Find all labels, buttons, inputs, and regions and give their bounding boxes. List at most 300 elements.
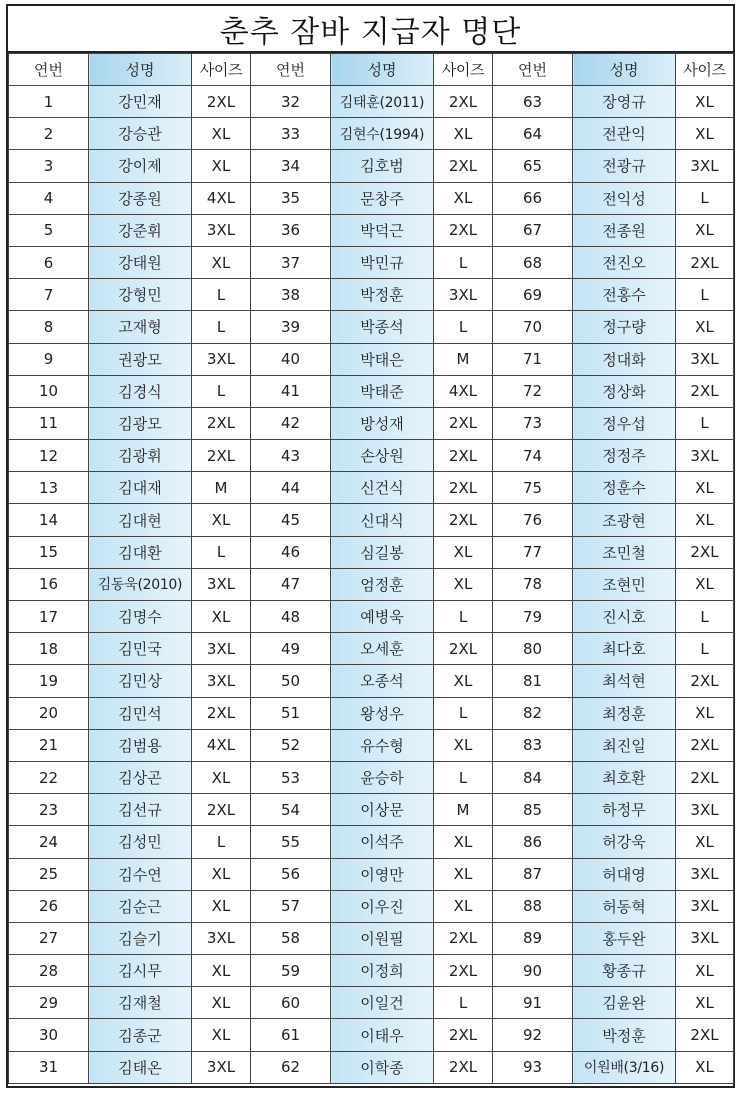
cell-size: XL — [434, 826, 493, 858]
cell-name: 이정희 — [331, 955, 434, 987]
cell-no: 42 — [251, 407, 331, 439]
cell-no: 75 — [493, 472, 573, 504]
cell-size: 3XL — [192, 214, 251, 246]
cell-name: 오세훈 — [331, 633, 434, 665]
roster-body — [9, 86, 734, 1084]
cell-no: 10 — [9, 375, 89, 407]
cell-name: 김민국 — [89, 633, 192, 665]
cell-no: 41 — [251, 375, 331, 407]
table-row — [9, 440, 734, 472]
cell-no: 86 — [493, 826, 573, 858]
cell-name: 전종원 — [573, 214, 676, 246]
cell-name: 이우진 — [331, 890, 434, 922]
cell-no: 47 — [251, 568, 331, 600]
cell-size: L — [676, 182, 734, 214]
cell-no: 87 — [493, 858, 573, 890]
cell-no: 63 — [493, 86, 573, 118]
cell-size: L — [192, 826, 251, 858]
cell-no: 90 — [493, 955, 573, 987]
table-row — [9, 922, 734, 954]
cell-name: 조광현 — [573, 504, 676, 536]
cell-name: 정대화 — [573, 343, 676, 375]
cell-no: 56 — [251, 858, 331, 890]
cell-no: 7 — [9, 279, 89, 311]
cell-size: 2XL — [434, 214, 493, 246]
cell-no: 77 — [493, 536, 573, 568]
table-row — [9, 633, 734, 665]
cell-size: L — [434, 601, 493, 633]
page-title: 춘추 잠바 지급자 명단 — [8, 6, 733, 53]
cell-name: 이일건 — [331, 987, 434, 1019]
header-size: 사이즈 — [676, 54, 734, 86]
cell-size: XL — [676, 568, 734, 600]
cell-size: 2XL — [192, 697, 251, 729]
cell-name: 허대영 — [573, 858, 676, 890]
cell-name: 이원필 — [331, 922, 434, 954]
cell-name: 조민철 — [573, 536, 676, 568]
cell-no: 45 — [251, 504, 331, 536]
table-row — [9, 246, 734, 278]
cell-size: XL — [192, 987, 251, 1019]
cell-name: 김대현 — [89, 504, 192, 536]
header-name: 성명 — [331, 54, 434, 86]
cell-size: 3XL — [192, 922, 251, 954]
cell-name: 이학종 — [331, 1051, 434, 1083]
cell-name: 강태원 — [89, 246, 192, 278]
cell-size: 2XL — [434, 1019, 493, 1051]
cell-name: 이태우 — [331, 1019, 434, 1051]
cell-no: 73 — [493, 407, 573, 439]
cell-size: XL — [192, 246, 251, 278]
cell-no: 81 — [493, 665, 573, 697]
cell-no: 69 — [493, 279, 573, 311]
header-name: 성명 — [573, 54, 676, 86]
table-row — [9, 1019, 734, 1051]
cell-no: 57 — [251, 890, 331, 922]
cell-name: 정상화 — [573, 375, 676, 407]
cell-no: 46 — [251, 536, 331, 568]
cell-no: 6 — [9, 246, 89, 278]
cell-no: 65 — [493, 150, 573, 182]
cell-name: 박정훈 — [573, 1019, 676, 1051]
table-row — [9, 472, 734, 504]
cell-no: 54 — [251, 794, 331, 826]
cell-size: 2XL — [434, 955, 493, 987]
cell-no: 13 — [9, 472, 89, 504]
cell-size: M — [434, 794, 493, 826]
cell-size: XL — [192, 118, 251, 150]
cell-size: 2XL — [434, 86, 493, 118]
cell-name: 전익성 — [573, 182, 676, 214]
table-row — [9, 1051, 734, 1083]
table-row — [9, 504, 734, 536]
cell-size: 3XL — [192, 665, 251, 697]
cell-name: 홍두완 — [573, 922, 676, 954]
cell-size: XL — [676, 1051, 734, 1083]
cell-size: 3XL — [192, 343, 251, 375]
cell-name: 신건식 — [331, 472, 434, 504]
cell-no: 5 — [9, 214, 89, 246]
cell-size: 2XL — [192, 86, 251, 118]
cell-size: L — [434, 246, 493, 278]
cell-no: 62 — [251, 1051, 331, 1083]
cell-no: 26 — [9, 890, 89, 922]
header-size: 사이즈 — [192, 54, 251, 86]
cell-no: 33 — [251, 118, 331, 150]
cell-name: 최호환 — [573, 761, 676, 793]
cell-name: 김동욱(2010) — [89, 568, 192, 600]
cell-name: 김성민 — [89, 826, 192, 858]
cell-name: 강이제 — [89, 150, 192, 182]
cell-size: 3XL — [676, 922, 734, 954]
cell-name: 김명수 — [89, 601, 192, 633]
cell-no: 8 — [9, 311, 89, 343]
cell-size: 4XL — [192, 182, 251, 214]
cell-no: 50 — [251, 665, 331, 697]
cell-name: 김재철 — [89, 987, 192, 1019]
cell-name: 박태은 — [331, 343, 434, 375]
cell-no: 53 — [251, 761, 331, 793]
cell-size: 2XL — [434, 922, 493, 954]
cell-size: XL — [434, 890, 493, 922]
cell-name: 김윤완 — [573, 987, 676, 1019]
table-row — [9, 890, 734, 922]
cell-name: 문창주 — [331, 182, 434, 214]
cell-size: L — [676, 601, 734, 633]
cell-size: XL — [676, 118, 734, 150]
cell-no: 78 — [493, 568, 573, 600]
cell-size: M — [434, 343, 493, 375]
cell-name: 신대식 — [331, 504, 434, 536]
cell-size: 2XL — [434, 440, 493, 472]
header-no: 연번 — [251, 54, 331, 86]
cell-size: XL — [676, 955, 734, 987]
cell-name: 박종석 — [331, 311, 434, 343]
cell-no: 58 — [251, 922, 331, 954]
cell-no: 4 — [9, 182, 89, 214]
cell-size: 4XL — [192, 729, 251, 761]
cell-no: 11 — [9, 407, 89, 439]
table-row — [9, 697, 734, 729]
cell-name: 권광모 — [89, 343, 192, 375]
cell-name: 전광규 — [573, 150, 676, 182]
cell-size: XL — [434, 729, 493, 761]
cell-name: 오종석 — [331, 665, 434, 697]
cell-name: 장영규 — [573, 86, 676, 118]
cell-size: 3XL — [676, 794, 734, 826]
cell-no: 44 — [251, 472, 331, 504]
cell-no: 66 — [493, 182, 573, 214]
cell-size: L — [676, 279, 734, 311]
cell-no: 74 — [493, 440, 573, 472]
cell-no: 79 — [493, 601, 573, 633]
cell-size: 2XL — [676, 1019, 734, 1051]
cell-size: 3XL — [192, 568, 251, 600]
header-size: 사이즈 — [434, 54, 493, 86]
cell-size: XL — [192, 1019, 251, 1051]
cell-size: 4XL — [434, 375, 493, 407]
cell-size: 2XL — [676, 761, 734, 793]
roster-sheet — [6, 4, 735, 1088]
cell-size: XL — [192, 761, 251, 793]
cell-size: 2XL — [192, 407, 251, 439]
cell-no: 28 — [9, 955, 89, 987]
cell-size: XL — [192, 504, 251, 536]
cell-size: 3XL — [434, 279, 493, 311]
cell-no: 72 — [493, 375, 573, 407]
cell-size: 2XL — [434, 150, 493, 182]
cell-size: XL — [434, 536, 493, 568]
cell-no: 17 — [9, 601, 89, 633]
cell-no: 70 — [493, 311, 573, 343]
cell-name: 전관익 — [573, 118, 676, 150]
cell-name: 이원배(3/16) — [573, 1051, 676, 1083]
header-row — [9, 54, 734, 86]
header-no: 연번 — [9, 54, 89, 86]
cell-size: XL — [434, 858, 493, 890]
cell-no: 24 — [9, 826, 89, 858]
cell-name: 강종원 — [89, 182, 192, 214]
cell-no: 51 — [251, 697, 331, 729]
cell-name: 박민규 — [331, 246, 434, 278]
cell-no: 49 — [251, 633, 331, 665]
table-row — [9, 182, 734, 214]
cell-no: 9 — [9, 343, 89, 375]
cell-size: XL — [434, 118, 493, 150]
table-row — [9, 826, 734, 858]
cell-name: 방성재 — [331, 407, 434, 439]
cell-no: 36 — [251, 214, 331, 246]
cell-size: XL — [676, 214, 734, 246]
cell-size: L — [192, 536, 251, 568]
cell-size: 3XL — [676, 343, 734, 375]
cell-name: 유수형 — [331, 729, 434, 761]
cell-name: 허강욱 — [573, 826, 676, 858]
cell-name: 김민상 — [89, 665, 192, 697]
cell-size: XL — [676, 697, 734, 729]
cell-no: 35 — [251, 182, 331, 214]
cell-name: 김상곤 — [89, 761, 192, 793]
cell-name: 정훈수 — [573, 472, 676, 504]
cell-no: 25 — [9, 858, 89, 890]
cell-name: 황종규 — [573, 955, 676, 987]
cell-name: 심길봉 — [331, 536, 434, 568]
cell-name: 최석현 — [573, 665, 676, 697]
cell-no: 91 — [493, 987, 573, 1019]
cell-name: 이석주 — [331, 826, 434, 858]
cell-no: 80 — [493, 633, 573, 665]
cell-name: 김현수(1994) — [331, 118, 434, 150]
cell-name: 김민석 — [89, 697, 192, 729]
table-row — [9, 729, 734, 761]
table-row — [9, 375, 734, 407]
cell-size: 2XL — [676, 536, 734, 568]
cell-name: 박덕근 — [331, 214, 434, 246]
cell-name: 김슬기 — [89, 922, 192, 954]
cell-no: 68 — [493, 246, 573, 278]
cell-size: L — [192, 311, 251, 343]
cell-name: 최정훈 — [573, 697, 676, 729]
cell-size: 3XL — [192, 1051, 251, 1083]
cell-no: 19 — [9, 665, 89, 697]
cell-no: 55 — [251, 826, 331, 858]
cell-name: 강민재 — [89, 86, 192, 118]
cell-size: 2XL — [676, 665, 734, 697]
table-row — [9, 665, 734, 697]
cell-size: L — [434, 697, 493, 729]
cell-no: 2 — [9, 118, 89, 150]
cell-size: 3XL — [192, 633, 251, 665]
cell-size: XL — [192, 890, 251, 922]
cell-name: 박태준 — [331, 375, 434, 407]
cell-name: 정구량 — [573, 311, 676, 343]
cell-size: 3XL — [676, 858, 734, 890]
cell-size: 3XL — [676, 150, 734, 182]
cell-name: 진시호 — [573, 601, 676, 633]
cell-size: XL — [676, 826, 734, 858]
table-row — [9, 279, 734, 311]
cell-name: 강준휘 — [89, 214, 192, 246]
cell-size: L — [434, 987, 493, 1019]
cell-size: 2XL — [434, 633, 493, 665]
cell-name: 전진오 — [573, 246, 676, 278]
cell-size: XL — [434, 182, 493, 214]
cell-name: 예병욱 — [331, 601, 434, 633]
cell-name: 강승관 — [89, 118, 192, 150]
cell-no: 18 — [9, 633, 89, 665]
cell-no: 20 — [9, 697, 89, 729]
cell-name: 허동혁 — [573, 890, 676, 922]
cell-no: 29 — [9, 987, 89, 1019]
cell-no: 67 — [493, 214, 573, 246]
cell-name: 강형민 — [89, 279, 192, 311]
cell-no: 71 — [493, 343, 573, 375]
table-row — [9, 794, 734, 826]
cell-size: 2XL — [434, 472, 493, 504]
table-row — [9, 955, 734, 987]
cell-size: L — [676, 407, 734, 439]
header-name: 성명 — [89, 54, 192, 86]
table-row — [9, 536, 734, 568]
cell-size: XL — [676, 472, 734, 504]
cell-no: 23 — [9, 794, 89, 826]
cell-size: 3XL — [676, 890, 734, 922]
cell-no: 34 — [251, 150, 331, 182]
cell-name: 왕성우 — [331, 697, 434, 729]
table-row — [9, 987, 734, 1019]
cell-no: 12 — [9, 440, 89, 472]
cell-size: XL — [676, 86, 734, 118]
cell-name: 이상문 — [331, 794, 434, 826]
cell-no: 82 — [493, 697, 573, 729]
table-row — [9, 761, 734, 793]
cell-size: XL — [192, 858, 251, 890]
cell-no: 52 — [251, 729, 331, 761]
cell-name: 이영만 — [331, 858, 434, 890]
cell-name: 조현민 — [573, 568, 676, 600]
cell-no: 21 — [9, 729, 89, 761]
cell-size: 2XL — [434, 504, 493, 536]
cell-name: 김범용 — [89, 729, 192, 761]
cell-name: 김대재 — [89, 472, 192, 504]
cell-no: 84 — [493, 761, 573, 793]
cell-name: 고재형 — [89, 311, 192, 343]
table-row — [9, 311, 734, 343]
cell-name: 김대환 — [89, 536, 192, 568]
cell-size: L — [434, 761, 493, 793]
cell-name: 윤승하 — [331, 761, 434, 793]
table-row — [9, 568, 734, 600]
cell-no: 89 — [493, 922, 573, 954]
cell-no: 61 — [251, 1019, 331, 1051]
cell-size: 2XL — [434, 1051, 493, 1083]
cell-size: XL — [676, 504, 734, 536]
cell-no: 60 — [251, 987, 331, 1019]
cell-size: XL — [434, 665, 493, 697]
table-row — [9, 601, 734, 633]
cell-name: 정우섭 — [573, 407, 676, 439]
cell-no: 85 — [493, 794, 573, 826]
cell-name: 김광휘 — [89, 440, 192, 472]
cell-size: 2XL — [676, 375, 734, 407]
cell-size: 2XL — [434, 407, 493, 439]
cell-size: XL — [434, 568, 493, 600]
table-row — [9, 118, 734, 150]
cell-name: 전홍수 — [573, 279, 676, 311]
cell-name: 정정주 — [573, 440, 676, 472]
cell-no: 27 — [9, 922, 89, 954]
cell-size: XL — [192, 150, 251, 182]
cell-name: 최다호 — [573, 633, 676, 665]
cell-no: 3 — [9, 150, 89, 182]
cell-name: 하정무 — [573, 794, 676, 826]
cell-name: 김호범 — [331, 150, 434, 182]
cell-name: 김순근 — [89, 890, 192, 922]
cell-name: 김태온 — [89, 1051, 192, 1083]
table-row — [9, 214, 734, 246]
cell-name: 김종군 — [89, 1019, 192, 1051]
cell-no: 30 — [9, 1019, 89, 1051]
cell-size: L — [676, 633, 734, 665]
cell-name: 김광모 — [89, 407, 192, 439]
cell-no: 92 — [493, 1019, 573, 1051]
cell-no: 14 — [9, 504, 89, 536]
cell-size: XL — [676, 311, 734, 343]
cell-no: 1 — [9, 86, 89, 118]
cell-no: 76 — [493, 504, 573, 536]
cell-size: L — [434, 311, 493, 343]
cell-name: 엄정훈 — [331, 568, 434, 600]
cell-no: 22 — [9, 761, 89, 793]
cell-no: 93 — [493, 1051, 573, 1083]
cell-no: 15 — [9, 536, 89, 568]
table-row — [9, 86, 734, 118]
table-row — [9, 407, 734, 439]
roster-table — [8, 53, 734, 1084]
cell-size: 2XL — [192, 794, 251, 826]
cell-size: 2XL — [676, 729, 734, 761]
cell-no: 59 — [251, 955, 331, 987]
cell-no: 40 — [251, 343, 331, 375]
cell-no: 39 — [251, 311, 331, 343]
cell-size: XL — [676, 987, 734, 1019]
cell-no: 48 — [251, 601, 331, 633]
table-row — [9, 343, 734, 375]
cell-size: 2XL — [676, 246, 734, 278]
cell-size: XL — [192, 601, 251, 633]
cell-name: 최진일 — [573, 729, 676, 761]
cell-no: 83 — [493, 729, 573, 761]
